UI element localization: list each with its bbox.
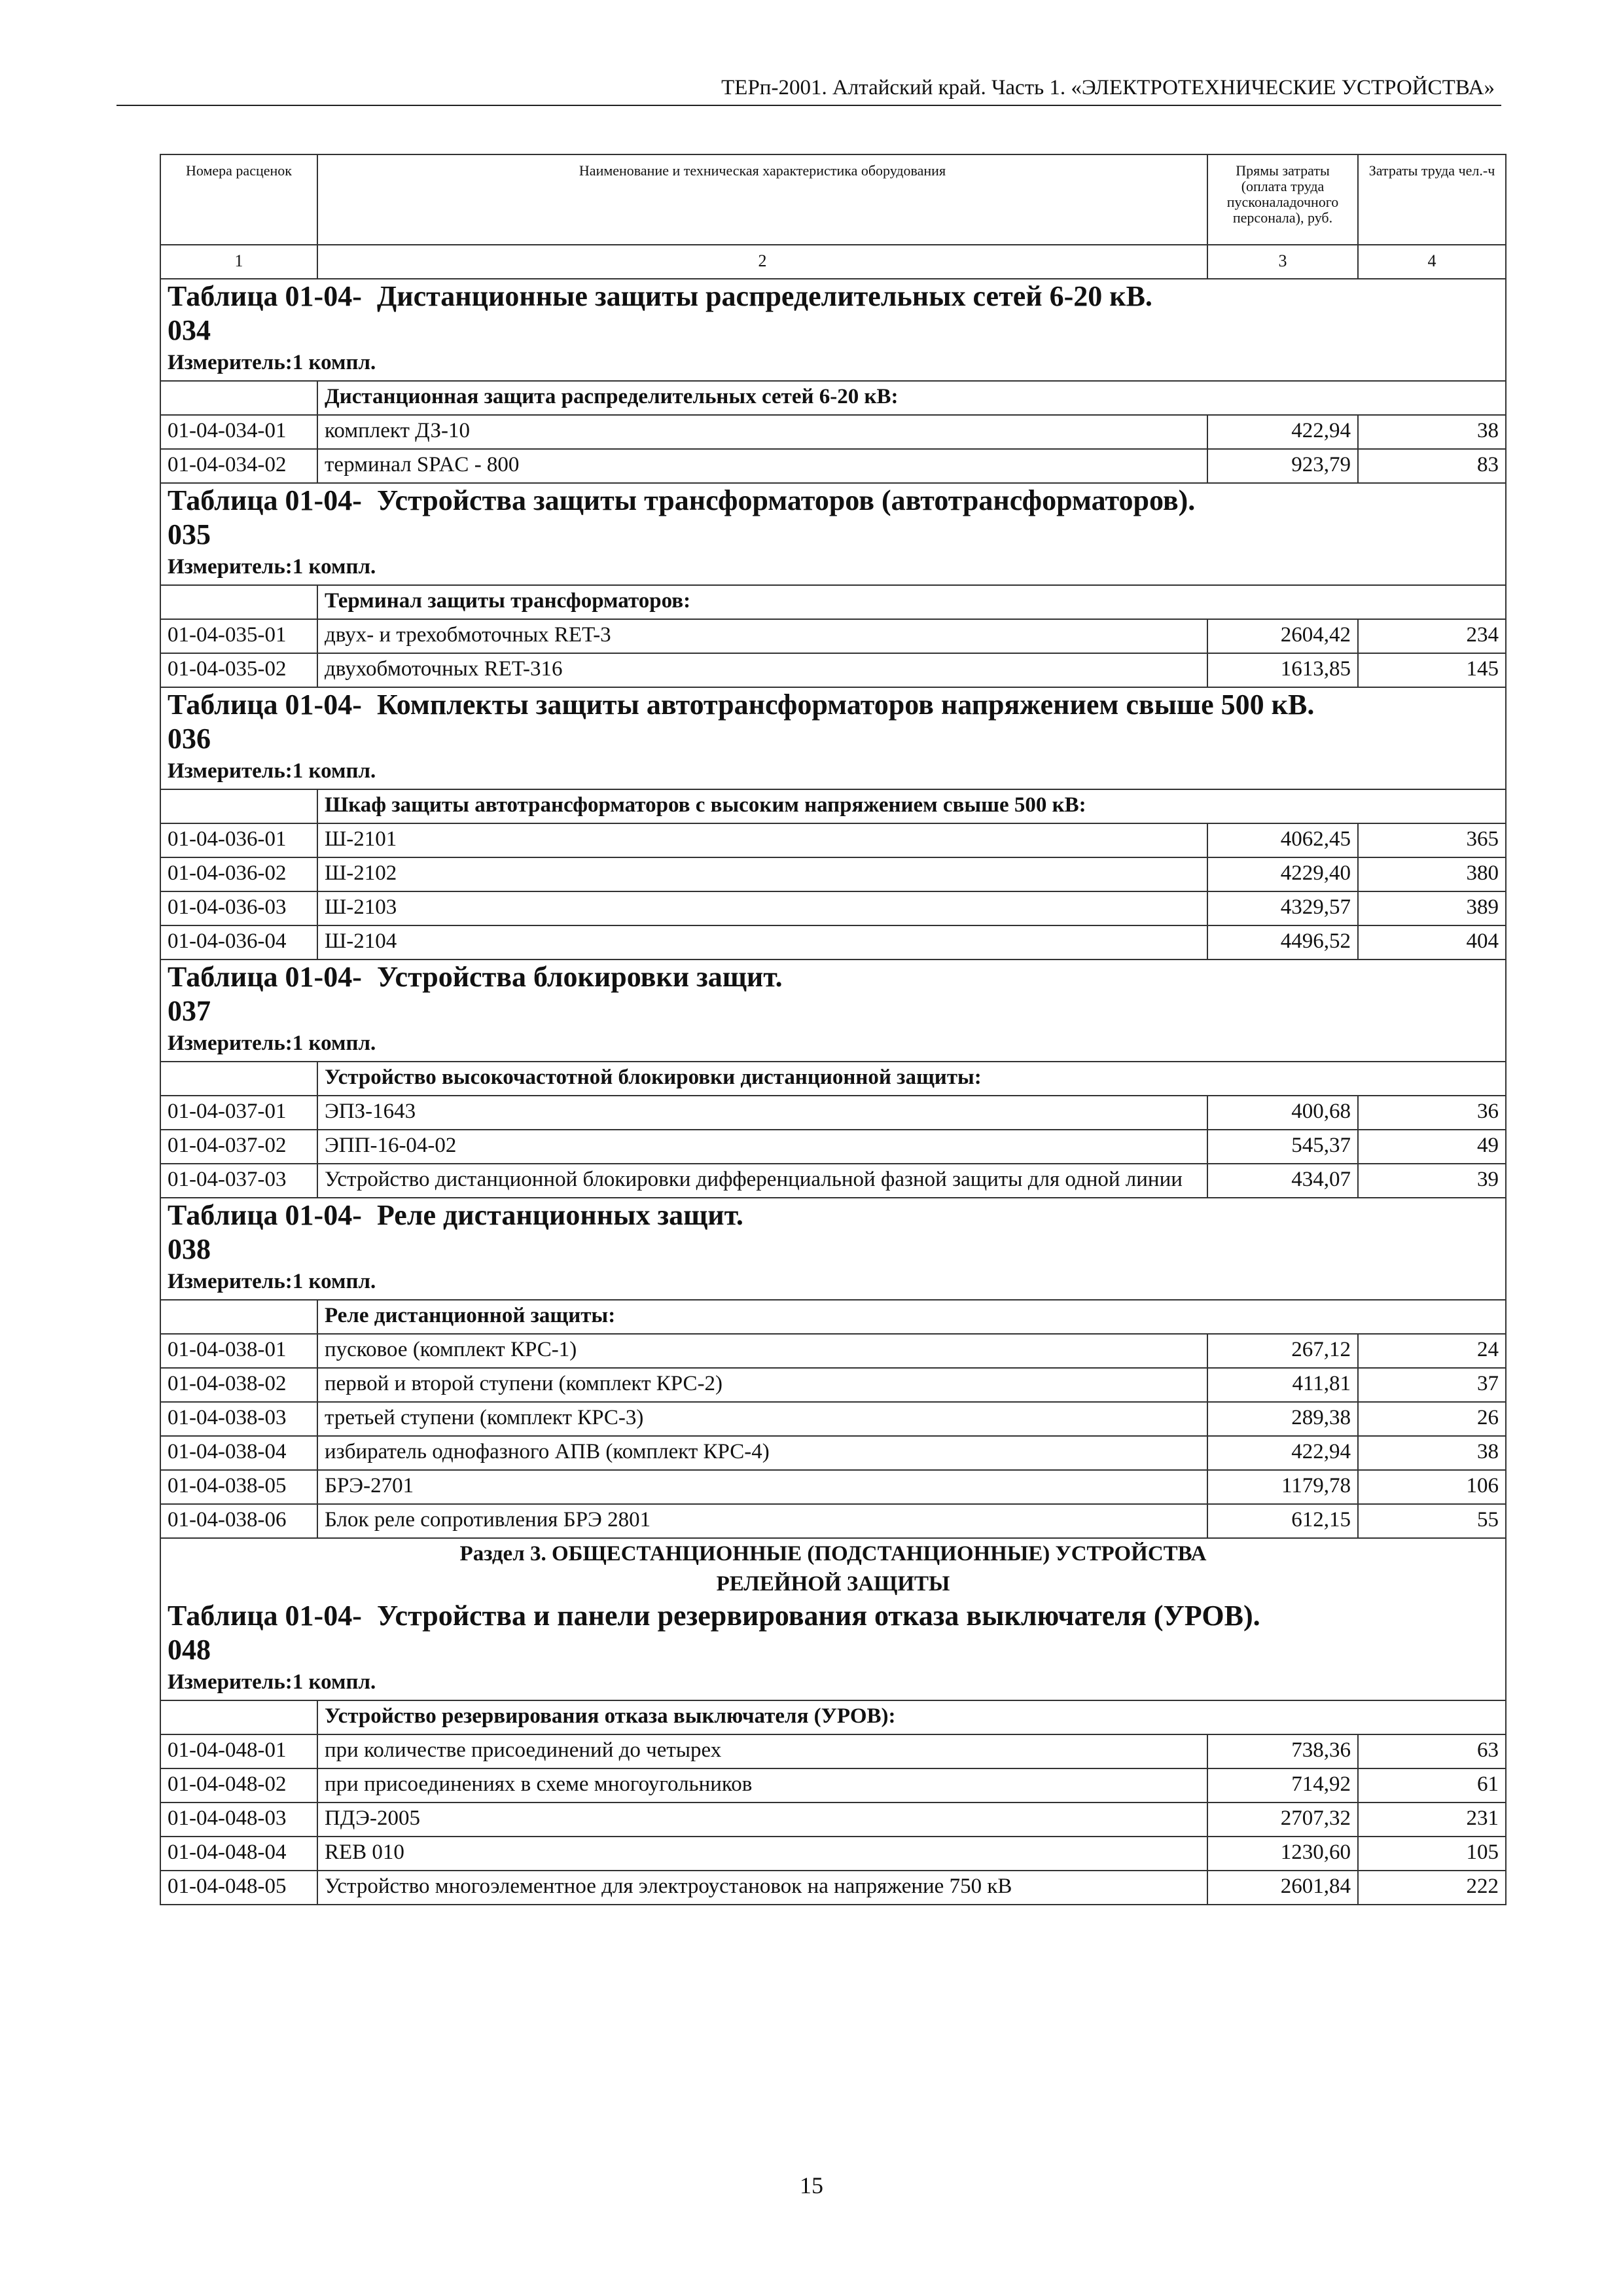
rate-cost: 2601,84: [1207, 1871, 1358, 1905]
group-row: [160, 585, 1506, 619]
rate-description: ПДЭ-2005: [317, 1803, 1207, 1837]
rate-cost: 4229,40: [1207, 857, 1358, 891]
table-row: [160, 857, 1506, 891]
rate-description: пусковое (комплект КРС-1): [317, 1334, 1207, 1368]
table-row: [160, 1871, 1506, 1905]
rate-cost: 714,92: [1207, 1768, 1358, 1803]
section-row: [160, 1538, 1506, 1599]
rate-cost: 289,38: [1207, 1402, 1358, 1436]
group-heading: Устройство высокочастотной блокировки дистанционной защиты:: [317, 1062, 1506, 1096]
group-code-cell: [160, 1062, 317, 1096]
table-row: [160, 1470, 1506, 1504]
rate-cost: 4062,45: [1207, 823, 1358, 857]
rate-cost: 1230,60: [1207, 1837, 1358, 1871]
rate-description: третьей ступени (комплект КРС-3): [317, 1402, 1207, 1436]
group-row: [160, 1062, 1506, 1096]
rate-code: 01-04-034-02: [160, 449, 317, 483]
table-row: [160, 1368, 1506, 1402]
table-title: [160, 687, 1506, 756]
rate-code: 01-04-048-03: [160, 1803, 317, 1837]
group-heading: Устройство резервирования отказа выключателя (УРОВ):: [317, 1700, 1506, 1734]
column-number-3: 3: [1207, 245, 1358, 279]
rate-code: 01-04-035-01: [160, 619, 317, 653]
rate-code: 01-04-038-06: [160, 1504, 317, 1538]
measure-unit: Измеритель:1 компл.: [160, 348, 1506, 381]
measure-row: [160, 348, 1506, 381]
rate-cost: 267,12: [1207, 1334, 1358, 1368]
rate-code: 01-04-038-03: [160, 1402, 317, 1436]
rate-code: 01-04-036-02: [160, 857, 317, 891]
column-header-name: Наименование и техническая характеристика оборудования: [317, 154, 1207, 245]
table-number: Таблица 01-04-037: [168, 961, 362, 1027]
rate-code: 01-04-036-01: [160, 823, 317, 857]
table-title: [160, 279, 1506, 348]
column-number-2: 2: [317, 245, 1207, 279]
rate-code: 01-04-037-02: [160, 1130, 317, 1164]
rate-cost: 2707,32: [1207, 1803, 1358, 1837]
table-row: [160, 1768, 1506, 1803]
group-row: [160, 789, 1506, 823]
table-title-row: [160, 1198, 1506, 1266]
rate-code: 01-04-038-05: [160, 1470, 317, 1504]
table-row: [160, 1837, 1506, 1871]
rate-cost: 434,07: [1207, 1164, 1358, 1198]
group-code-cell: [160, 585, 317, 619]
rate-code: 01-04-037-03: [160, 1164, 317, 1198]
group-row: [160, 381, 1506, 415]
table-name: Комплекты защиты автотрансформаторов напряжением свыше 500 кВ.: [377, 689, 1315, 721]
table-name: Устройства блокировки защит.: [377, 961, 783, 993]
rate-labor: 39: [1358, 1164, 1506, 1198]
rate-cost: 422,94: [1207, 415, 1358, 449]
table-row: [160, 1130, 1506, 1164]
table-row: [160, 1734, 1506, 1768]
table-title-row: [160, 279, 1506, 348]
column-number-row: [160, 245, 1506, 279]
measure-unit: Измеритель:1 компл.: [160, 1266, 1506, 1300]
table-name: Реле дистанционных защит.: [377, 1199, 743, 1231]
measure-row: [160, 1028, 1506, 1062]
group-heading: Реле дистанционной защиты:: [317, 1300, 1506, 1334]
measure-unit: Измеритель:1 компл.: [160, 756, 1506, 789]
group-row: [160, 1700, 1506, 1734]
section-heading-line-1: Раздел 3. ОБЩЕСТАНЦИОННЫЕ (ПОДСТАНЦИОННЫЕ) УСТРОЙСТВА: [459, 1542, 1207, 1566]
rate-description: Устройство дистанционной блокировки дифференциальной фазной защиты для одной линии: [317, 1164, 1207, 1198]
rate-description: БРЭ-2701: [317, 1470, 1207, 1504]
running-header: [116, 72, 1501, 106]
group-heading: Терминал защиты трансформаторов:: [317, 585, 1506, 619]
rate-code: 01-04-048-01: [160, 1734, 317, 1768]
rate-description: первой и второй ступени (комплект КРС-2): [317, 1368, 1207, 1402]
rate-cost: 1179,78: [1207, 1470, 1358, 1504]
rate-description: ЭПП-16-04-02: [317, 1130, 1207, 1164]
rate-description: двух- и трехобмоточных RET-3: [317, 619, 1207, 653]
rate-labor: 105: [1358, 1837, 1506, 1871]
rate-labor: 380: [1358, 857, 1506, 891]
rate-labor: 61: [1358, 1768, 1506, 1803]
rate-labor: 234: [1358, 619, 1506, 653]
rate-labor: 106: [1358, 1470, 1506, 1504]
rate-description: Устройство многоэлементное для электроустановок на напряжение 750 кВ: [317, 1871, 1207, 1905]
measure-row: [160, 552, 1506, 585]
rate-description: комплект ДЗ-10: [317, 415, 1207, 449]
table-row: [160, 1436, 1506, 1470]
rate-code: 01-04-036-03: [160, 891, 317, 925]
table-title: [160, 483, 1506, 552]
rate-labor: 24: [1358, 1334, 1506, 1368]
rate-labor: 37: [1358, 1368, 1506, 1402]
table-row: [160, 415, 1506, 449]
column-header-labor: Затраты труда чел.-ч: [1358, 154, 1506, 245]
column-header-cost: Прямы затраты (оплата труда пусконаладочного персонала), руб.: [1207, 154, 1358, 245]
measure-row: [160, 756, 1506, 789]
table-row: [160, 1803, 1506, 1837]
column-header-row: [160, 154, 1506, 245]
column-number-4: 4: [1358, 245, 1506, 279]
rate-labor: 145: [1358, 653, 1506, 687]
rate-labor: 231: [1358, 1803, 1506, 1837]
rate-description: Ш-2104: [317, 925, 1207, 960]
group-code-cell: [160, 381, 317, 415]
table-row: [160, 891, 1506, 925]
table-number: Таблица 01-04-048: [168, 1600, 362, 1666]
rate-cost: 2604,42: [1207, 619, 1358, 653]
rate-cost: 545,37: [1207, 1130, 1358, 1164]
table-title: [160, 1599, 1506, 1667]
section-heading-line-2: РЕЛЕЙНОЙ ЗАЩИТЫ: [716, 1572, 950, 1596]
rate-code: 01-04-048-05: [160, 1871, 317, 1905]
rate-code: 01-04-048-04: [160, 1837, 317, 1871]
table-row: [160, 1096, 1506, 1130]
rate-description: двухобмоточных RET-316: [317, 653, 1207, 687]
rate-labor: 38: [1358, 415, 1506, 449]
measure-unit: Измеритель:1 компл.: [160, 1667, 1506, 1700]
rate-labor: 83: [1358, 449, 1506, 483]
column-header-codes: Номера расценок: [160, 154, 317, 245]
rate-labor: 38: [1358, 1436, 1506, 1470]
table-title-row: [160, 960, 1506, 1028]
rate-cost: 612,15: [1207, 1504, 1358, 1538]
rate-cost: 411,81: [1207, 1368, 1358, 1402]
table-title-row: [160, 687, 1506, 756]
rate-code: 01-04-034-01: [160, 415, 317, 449]
rate-labor: 365: [1358, 823, 1506, 857]
rate-description: при присоединениях в схеме многоугольников: [317, 1768, 1207, 1803]
table-row: [160, 925, 1506, 960]
measure-row: [160, 1266, 1506, 1300]
rate-labor: 36: [1358, 1096, 1506, 1130]
rate-cost: 1613,85: [1207, 653, 1358, 687]
table-number: Таблица 01-04-035: [168, 484, 362, 550]
table-title: [160, 960, 1506, 1028]
rate-cost: 923,79: [1207, 449, 1358, 483]
rate-labor: 49: [1358, 1130, 1506, 1164]
table-row: [160, 619, 1506, 653]
table-number: Таблица 01-04-038: [168, 1199, 362, 1265]
rate-description: избиратель однофазного АПВ (комплект КРС-4): [317, 1436, 1207, 1470]
rate-cost: 4496,52: [1207, 925, 1358, 960]
rate-code: 01-04-037-01: [160, 1096, 317, 1130]
rate-labor: 222: [1358, 1871, 1506, 1905]
rate-description: терминал SPAC - 800: [317, 449, 1207, 483]
table-title: [160, 1198, 1506, 1266]
rate-cost: 4329,57: [1207, 891, 1358, 925]
rate-labor: 63: [1358, 1734, 1506, 1768]
table-name: Устройства и панели резервирования отказа выключателя (УРОВ).: [377, 1600, 1260, 1632]
rate-code: 01-04-048-02: [160, 1768, 317, 1803]
rate-code: 01-04-038-01: [160, 1334, 317, 1368]
group-row: [160, 1300, 1506, 1334]
running-header-text: ТЕРп-2001. Алтайский край. Часть 1. «ЭЛЕКТРОТЕХНИЧЕСКИЕ УСТРОЙСТВА»: [721, 76, 1495, 99]
rate-labor: 26: [1358, 1402, 1506, 1436]
rate-description: ЭПЗ-1643: [317, 1096, 1207, 1130]
rate-description: Ш-2103: [317, 891, 1207, 925]
table-number: Таблица 01-04-034: [168, 280, 362, 346]
group-code-cell: [160, 1700, 317, 1734]
group-code-cell: [160, 1300, 317, 1334]
measure-unit: Измеритель:1 компл.: [160, 1028, 1506, 1062]
table-title-row: [160, 1599, 1506, 1667]
table-row: [160, 1402, 1506, 1436]
rate-description: Блок реле сопротивления БРЭ 2801: [317, 1504, 1207, 1538]
table-row: [160, 449, 1506, 483]
group-heading: Дистанционная защита распределительных сетей 6-20 кВ:: [317, 381, 1506, 415]
rate-code: 01-04-038-04: [160, 1436, 317, 1470]
table-title-row: [160, 483, 1506, 552]
rate-description: REB 010: [317, 1837, 1207, 1871]
rate-description: Ш-2101: [317, 823, 1207, 857]
measure-unit: Измеритель:1 компл.: [160, 552, 1506, 585]
table-number: Таблица 01-04-036: [168, 689, 362, 755]
table-row: [160, 823, 1506, 857]
table-row: [160, 653, 1506, 687]
rate-cost: 422,94: [1207, 1436, 1358, 1470]
rate-code: 01-04-035-02: [160, 653, 317, 687]
measure-row: [160, 1667, 1506, 1700]
rate-labor: 55: [1358, 1504, 1506, 1538]
table-row: [160, 1334, 1506, 1368]
page-number: 15: [800, 2172, 823, 2198]
rate-cost: 738,36: [1207, 1734, 1358, 1768]
rate-cost: 400,68: [1207, 1096, 1358, 1130]
table-name: Устройства защиты трансформаторов (автотрансформаторов).: [377, 484, 1196, 516]
rate-code: 01-04-038-02: [160, 1368, 317, 1402]
table-name: Дистанционные защиты распределительных сетей 6-20 кВ.: [377, 280, 1152, 312]
rate-code: 01-04-036-04: [160, 925, 317, 960]
rate-labor: 389: [1358, 891, 1506, 925]
group-heading: Шкаф защиты автотрансформаторов с высоким напряжением свыше 500 кВ:: [317, 789, 1506, 823]
rate-labor: 404: [1358, 925, 1506, 960]
section-heading: [160, 1538, 1506, 1599]
rate-description: при количестве присоединений до четырех: [317, 1734, 1207, 1768]
table-row: [160, 1504, 1506, 1538]
table-row: [160, 1164, 1506, 1198]
column-number-1: 1: [160, 245, 317, 279]
rate-description: Ш-2102: [317, 857, 1207, 891]
price-table: [160, 154, 1507, 1905]
group-code-cell: [160, 789, 317, 823]
